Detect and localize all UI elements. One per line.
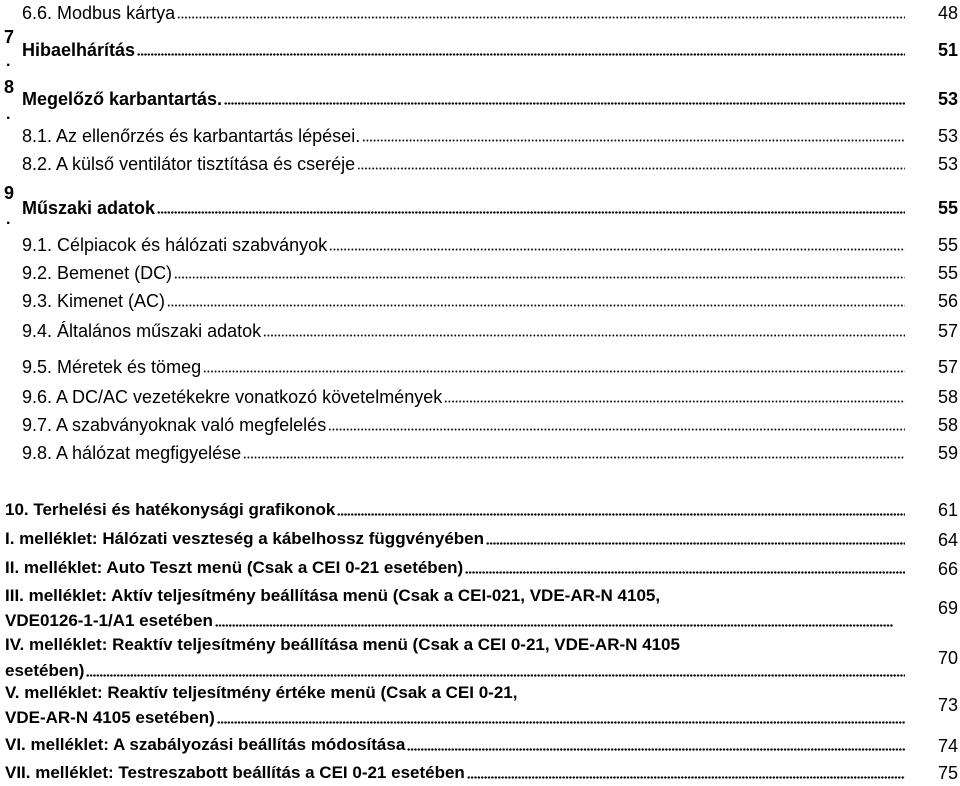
toc-entry-label-continued: esetében)	[5, 661, 85, 680]
toc-entry-page: 73	[937, 695, 958, 715]
toc-entry-label: I. melléklet: Hálózati veszteség a kábelhossz függvényében	[5, 529, 485, 548]
toc-annex-entry	[5, 557, 905, 579]
toc-entry-page: 53	[937, 126, 958, 146]
dot-leader	[203, 370, 905, 373]
dot-leader	[337, 513, 905, 516]
toc-entry-label: V. melléklet: Reaktív teljesítmény értéke menü (Csak a CEI 0-21,	[5, 683, 518, 702]
toc-entry-label: 9.3. Kimenet (AC)	[22, 291, 166, 311]
toc-entry-page: 53	[937, 154, 958, 174]
chapter-number: 8	[4, 77, 15, 97]
toc-chapter-entry	[22, 88, 905, 110]
toc-annex-entry	[5, 707, 905, 729]
chapter-number-dot: .	[6, 211, 11, 228]
toc-chapter-entry	[22, 39, 905, 61]
toc-entry-label: Műszaki adatok	[22, 198, 156, 218]
toc-entry-page: 66	[937, 559, 958, 579]
toc-annex-entry	[5, 762, 905, 784]
dot-leader	[362, 139, 905, 142]
toc-entry-page: 74	[937, 736, 958, 756]
toc-entry-label: 9.8. A hálózat megfigyelése	[22, 443, 242, 463]
toc-entry-label: 9.1. Célpiacok és hálózati szabványok	[22, 235, 328, 255]
toc-entry	[22, 234, 905, 256]
toc-entry-label: II. melléklet: Auto Teszt menü (Csak a CEI 0-21 esetében)	[5, 558, 464, 577]
toc-annex-entry	[5, 528, 905, 550]
toc-entry-label: 9.5. Méretek és tömeg	[22, 357, 202, 377]
dot-leader	[329, 248, 905, 251]
dot-leader	[357, 167, 905, 170]
dot-leader	[215, 624, 893, 627]
toc-entry-label: IV. melléklet: Reaktív teljesítmény beállítása menü (Csak a CEI 0-21, VDE-AR-N 4105	[5, 635, 680, 654]
toc-entry	[22, 262, 905, 284]
toc-entry	[22, 153, 905, 175]
toc-annex-entry	[5, 734, 905, 756]
toc-entry-page: 58	[937, 415, 958, 435]
toc-entry-page: 70	[937, 648, 958, 668]
dot-leader	[157, 211, 905, 214]
toc-chapter-entry	[22, 197, 905, 219]
chapter-number-dot: .	[6, 106, 11, 123]
toc-entry	[22, 414, 905, 436]
toc-entry-page: 58	[937, 387, 958, 407]
toc-entry-label-continued: VDE-AR-N 4105 esetében)	[5, 708, 215, 727]
dot-leader	[465, 571, 905, 574]
toc-entry-label-continued: VDE0126-1-1/A1 esetében	[5, 611, 213, 630]
chapter-number-dot: .	[6, 53, 11, 70]
dot-leader	[243, 456, 905, 459]
toc-entry-page: 57	[937, 321, 958, 341]
toc-entry-label: Hibaelhárítás	[22, 40, 136, 60]
toc-entry-page: 64	[937, 530, 958, 550]
toc-entry-page: 69	[937, 598, 958, 618]
toc-entry	[22, 2, 905, 24]
toc-entry-page: 61	[937, 500, 958, 520]
toc-entry-page: 55	[937, 198, 958, 218]
toc-entry-label: III. melléklet: Aktív teljesítmény beállítása menü (Csak a CEI-021, VDE-AR-N 4105,	[5, 586, 661, 605]
toc-annex-entry	[5, 610, 893, 632]
toc-entry-page: 55	[937, 263, 958, 283]
dot-leader	[224, 102, 905, 105]
toc-entry	[22, 442, 905, 464]
dot-leader	[486, 542, 905, 545]
toc-entry	[22, 125, 905, 147]
toc-entry-page: 55	[937, 235, 958, 255]
dot-leader	[167, 304, 905, 307]
chapter-number: 7	[4, 27, 15, 47]
dot-leader	[467, 776, 905, 779]
toc-entry	[22, 320, 905, 342]
toc-entry	[22, 290, 905, 312]
dot-leader	[328, 428, 905, 431]
toc-entry-label: VII. melléklet: Testreszabott beállítás a CEI 0-21 esetében	[5, 763, 465, 782]
toc-entry-label: 8.2. A külső ventilátor tisztítása és cseréje	[22, 154, 356, 174]
toc-entry	[22, 356, 905, 378]
toc-entry	[22, 386, 905, 408]
toc-entry-page: 51	[937, 40, 958, 60]
toc-annex-entry	[5, 660, 905, 682]
dot-leader	[217, 721, 905, 724]
dot-leader	[137, 53, 905, 56]
dot-leader	[407, 748, 905, 751]
toc-entry-label: 9.7. A szabványoknak való megfelelés	[22, 415, 327, 435]
toc-entry-label: 6.6. Modbus kártya	[22, 3, 176, 23]
dot-leader	[86, 674, 905, 677]
toc-chapter-entry	[5, 499, 905, 521]
toc-entry-label: VI. melléklet: A szabályozási beállítás módosítása	[5, 735, 406, 754]
toc-entry-page: 53	[937, 89, 958, 109]
toc-entry-label: 9.6. A DC/AC vezetékekre vonatkozó követelmények	[22, 387, 443, 407]
dot-leader	[444, 400, 905, 403]
toc-entry-page: 59	[937, 443, 958, 463]
toc-entry-label: 8.1. Az ellenőrzés és karbantartás lépései.	[22, 126, 361, 146]
toc-entry-label: 9.4. Általános műszaki adatok	[22, 321, 262, 341]
chapter-number: 9	[4, 183, 15, 203]
dot-leader	[174, 276, 905, 279]
dot-leader	[263, 334, 905, 337]
toc-entry-label: Megelőző karbantartás.	[22, 89, 223, 109]
toc-entry-page: 57	[937, 357, 958, 377]
toc-entry-page: 48	[937, 3, 958, 23]
toc-entry-label: 9.2. Bemenet (DC)	[22, 263, 173, 283]
toc-entry-page: 75	[937, 763, 958, 783]
dot-leader	[177, 16, 905, 19]
toc-entry-page: 56	[937, 291, 958, 311]
toc-entry-label: 10. Terhelési és hatékonysági grafikonok	[5, 500, 336, 519]
